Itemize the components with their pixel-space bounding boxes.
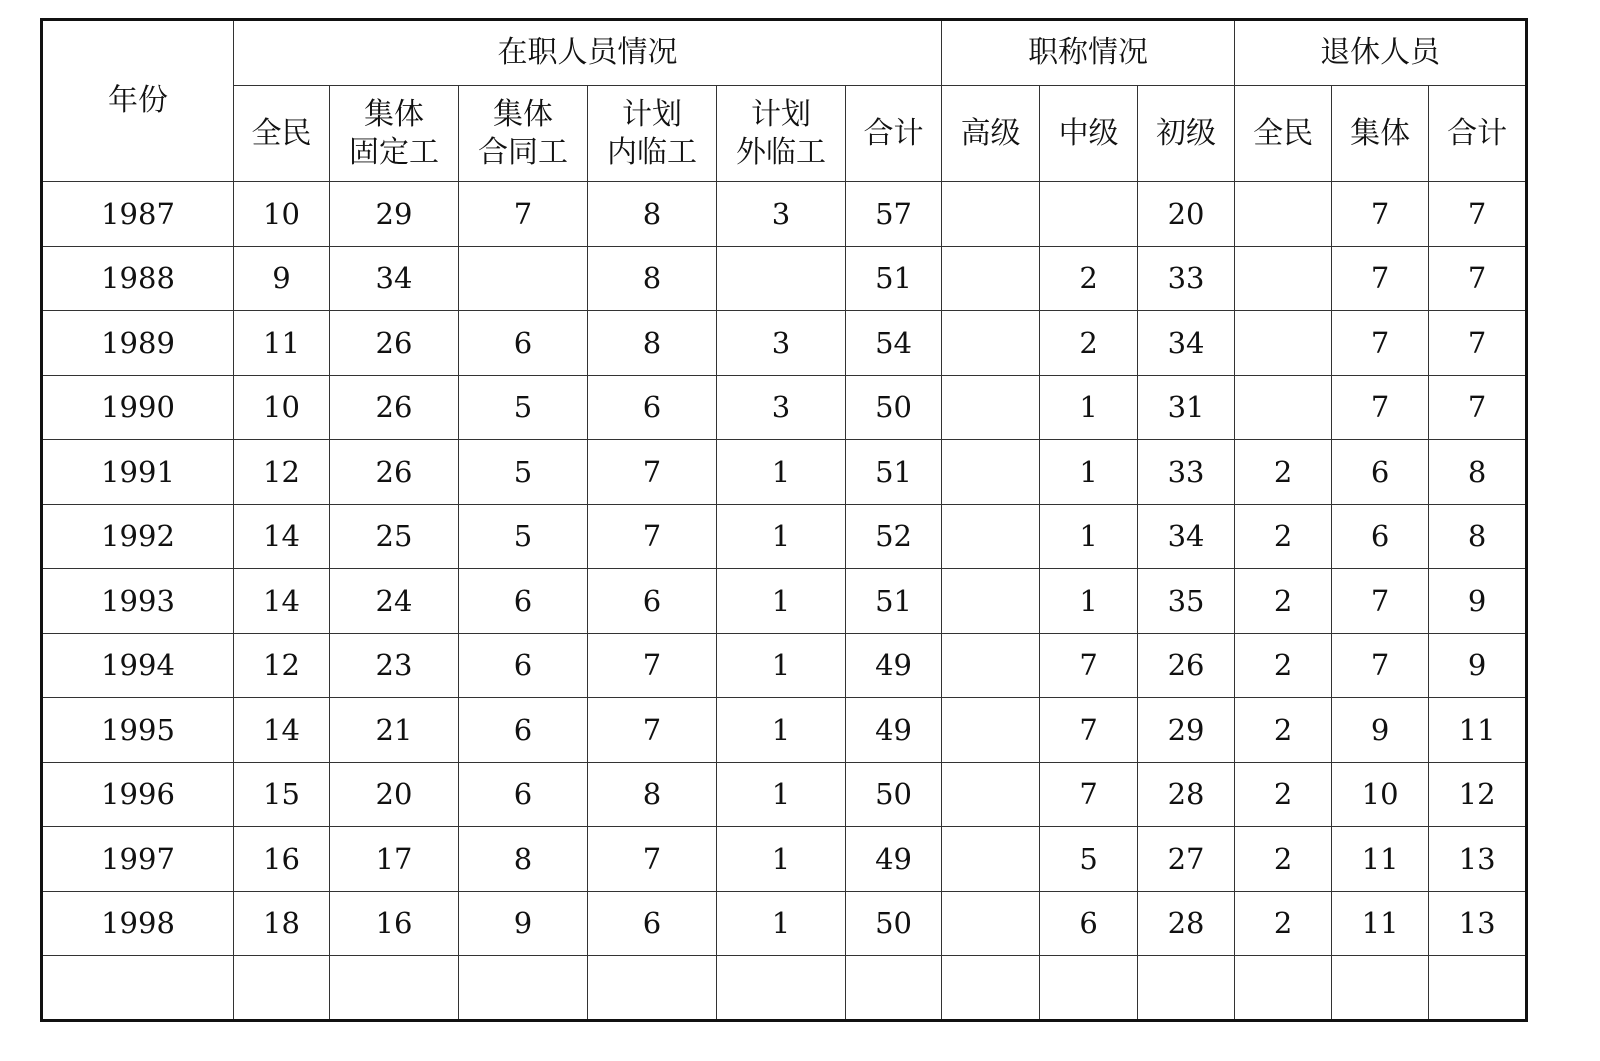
table-cell: 1 xyxy=(1040,440,1138,505)
column-header-line: 全民 xyxy=(251,115,312,151)
table-cell: 20 xyxy=(330,762,459,827)
table-cell: 2 xyxy=(1235,569,1332,634)
table-cell: 29 xyxy=(1138,698,1235,763)
table-cell: 27 xyxy=(1138,827,1235,892)
table-cell xyxy=(942,891,1040,956)
table-cell: 34 xyxy=(1138,311,1235,376)
table-cell: 2 xyxy=(1235,698,1332,763)
table-row xyxy=(42,762,1527,827)
table-cell: 33 xyxy=(1138,246,1235,311)
table-cell: 14 xyxy=(234,504,330,569)
year-cell: 1994 xyxy=(42,633,234,698)
table-cell: 15 xyxy=(234,762,330,827)
table-cell: 5 xyxy=(459,504,588,569)
table-cell: 8 xyxy=(588,246,717,311)
table-cell: 5 xyxy=(459,375,588,440)
table-cell: 1 xyxy=(1040,504,1138,569)
table-cell: 14 xyxy=(234,698,330,763)
table-cell: 3 xyxy=(717,182,846,247)
column-header xyxy=(1332,86,1429,182)
table-cell: 7 xyxy=(1429,311,1527,376)
table-cell: 6 xyxy=(1332,440,1429,505)
year-cell: 1993 xyxy=(42,569,234,634)
table-cell: 35 xyxy=(1138,569,1235,634)
column-header-line: 高级 xyxy=(960,115,1021,151)
table-cell: 7 xyxy=(588,504,717,569)
table-cell: 9 xyxy=(1332,698,1429,763)
table-cell xyxy=(717,956,846,1021)
table-cell: 1 xyxy=(1040,569,1138,634)
table-cell: 31 xyxy=(1138,375,1235,440)
table-cell: 1 xyxy=(1040,375,1138,440)
table-cell: 7 xyxy=(588,440,717,505)
table-cell: 7 xyxy=(1040,698,1138,763)
table-cell: 50 xyxy=(846,762,942,827)
table-cell xyxy=(459,246,588,311)
year-cell: 1996 xyxy=(42,762,234,827)
column-header-line: 合计 xyxy=(863,115,924,151)
column-header-line: 合同工 xyxy=(478,134,568,170)
table-cell: 7 xyxy=(1040,762,1138,827)
table-cell: 6 xyxy=(588,891,717,956)
year-cell: 1990 xyxy=(42,375,234,440)
column-header-row xyxy=(42,86,1527,182)
column-header-line: 计划 xyxy=(622,97,682,132)
table-cell: 6 xyxy=(459,698,588,763)
table-cell: 2 xyxy=(1235,827,1332,892)
column-header-line: 内临工 xyxy=(607,134,697,170)
table-cell xyxy=(1332,956,1429,1021)
table-cell: 7 xyxy=(1332,375,1429,440)
table-cell xyxy=(942,246,1040,311)
table-cell xyxy=(1235,956,1332,1021)
table-cell: 6 xyxy=(459,311,588,376)
table-cell: 1 xyxy=(717,569,846,634)
table-cell: 9 xyxy=(459,891,588,956)
table-cell xyxy=(942,311,1040,376)
table-cell: 26 xyxy=(330,375,459,440)
table-cell: 5 xyxy=(459,440,588,505)
table-cell: 11 xyxy=(1332,827,1429,892)
table-cell: 7 xyxy=(1429,375,1527,440)
table-cell: 57 xyxy=(846,182,942,247)
table-cell: 2 xyxy=(1235,891,1332,956)
table-cell xyxy=(1138,956,1235,1021)
table-cell: 2 xyxy=(1235,762,1332,827)
column-header-line: 固定工 xyxy=(349,134,439,170)
table-cell: 5 xyxy=(1040,827,1138,892)
staff-statistics-table xyxy=(40,18,1528,1022)
table-cell: 49 xyxy=(846,698,942,763)
table-cell: 28 xyxy=(1138,891,1235,956)
table-cell: 49 xyxy=(846,633,942,698)
table-cell: 2 xyxy=(1235,633,1332,698)
table-cell: 6 xyxy=(1332,504,1429,569)
table-cell: 12 xyxy=(1429,762,1527,827)
column-header-line: 集体 xyxy=(364,97,424,132)
column-header xyxy=(846,86,942,182)
table-cell: 8 xyxy=(588,182,717,247)
table-row xyxy=(42,891,1527,956)
table-cell: 8 xyxy=(1429,440,1527,505)
table-cell: 6 xyxy=(588,375,717,440)
table-cell: 16 xyxy=(330,891,459,956)
column-header xyxy=(942,86,1040,182)
table-cell: 6 xyxy=(459,762,588,827)
table-cell: 6 xyxy=(459,633,588,698)
table-cell: 2 xyxy=(1040,246,1138,311)
table-row xyxy=(42,311,1527,376)
table-cell xyxy=(846,956,942,1021)
table-cell: 26 xyxy=(1138,633,1235,698)
table-cell: 11 xyxy=(1429,698,1527,763)
year-cell: 1995 xyxy=(42,698,234,763)
column-header xyxy=(717,86,846,182)
column-header-line: 初级 xyxy=(1156,115,1217,151)
group-header: 退休人员 xyxy=(1235,20,1527,86)
table-cell xyxy=(942,182,1040,247)
table-cell xyxy=(942,762,1040,827)
year-cell: 1997 xyxy=(42,827,234,892)
table-cell: 24 xyxy=(330,569,459,634)
table-cell: 21 xyxy=(330,698,459,763)
table-cell: 26 xyxy=(330,311,459,376)
table-row xyxy=(42,440,1527,505)
table-cell: 10 xyxy=(234,182,330,247)
table-row xyxy=(42,633,1527,698)
table-cell: 54 xyxy=(846,311,942,376)
column-header xyxy=(588,86,717,182)
column-header-line: 中级 xyxy=(1058,115,1119,151)
table-cell: 33 xyxy=(1138,440,1235,505)
table-cell xyxy=(1429,956,1527,1021)
table-cell: 2 xyxy=(1235,440,1332,505)
table-cell xyxy=(942,569,1040,634)
table-row xyxy=(42,698,1527,763)
table-cell xyxy=(942,375,1040,440)
table-cell: 7 xyxy=(459,182,588,247)
table-cell xyxy=(942,440,1040,505)
table-cell: 8 xyxy=(1429,504,1527,569)
year-cell: 1987 xyxy=(42,182,234,247)
table-cell: 14 xyxy=(234,569,330,634)
column-header xyxy=(1040,86,1138,182)
column-header xyxy=(1235,86,1332,182)
table-cell xyxy=(1040,182,1138,247)
year-cell: 1998 xyxy=(42,891,234,956)
year-cell: 1989 xyxy=(42,311,234,376)
year-cell: 1988 xyxy=(42,246,234,311)
table-row xyxy=(42,827,1527,892)
column-header xyxy=(1429,86,1527,182)
table-cell: 28 xyxy=(1138,762,1235,827)
table-cell: 51 xyxy=(846,440,942,505)
table-cell: 7 xyxy=(588,827,717,892)
table-cell: 11 xyxy=(234,311,330,376)
table-cell xyxy=(459,956,588,1021)
table-cell: 9 xyxy=(1429,633,1527,698)
table-cell: 18 xyxy=(234,891,330,956)
table-cell xyxy=(234,956,330,1021)
table-cell: 25 xyxy=(330,504,459,569)
table-cell xyxy=(942,633,1040,698)
table-cell xyxy=(330,956,459,1021)
table-cell: 1 xyxy=(717,698,846,763)
table-cell: 7 xyxy=(1332,182,1429,247)
table-cell: 1 xyxy=(717,504,846,569)
table-cell: 1 xyxy=(717,891,846,956)
table-cell: 11 xyxy=(1332,891,1429,956)
table-header xyxy=(42,20,1527,182)
column-header xyxy=(234,86,330,182)
table-cell xyxy=(942,698,1040,763)
table-cell: 8 xyxy=(459,827,588,892)
table-cell: 3 xyxy=(717,375,846,440)
table-cell: 12 xyxy=(234,633,330,698)
table-cell: 7 xyxy=(1040,633,1138,698)
table-cell: 1 xyxy=(717,762,846,827)
table-cell: 13 xyxy=(1429,827,1527,892)
table-cell: 1 xyxy=(717,633,846,698)
year-cell: 1991 xyxy=(42,440,234,505)
table-cell: 17 xyxy=(330,827,459,892)
table-cell: 9 xyxy=(1429,569,1527,634)
table-row xyxy=(42,956,1527,1021)
table-cell xyxy=(1235,375,1332,440)
table-cell xyxy=(1040,956,1138,1021)
column-header-line: 计划 xyxy=(751,97,811,132)
table-cell: 49 xyxy=(846,827,942,892)
table-cell: 51 xyxy=(846,246,942,311)
column-header-line: 合计 xyxy=(1447,115,1508,151)
table-cell: 7 xyxy=(1429,246,1527,311)
table-cell: 8 xyxy=(588,762,717,827)
table-cell: 34 xyxy=(330,246,459,311)
year-cell xyxy=(42,956,234,1021)
column-header xyxy=(459,86,588,182)
column-header xyxy=(1138,86,1235,182)
table-cell xyxy=(942,827,1040,892)
table-cell: 13 xyxy=(1429,891,1527,956)
group-header-row xyxy=(42,20,1527,86)
table-cell: 7 xyxy=(1332,569,1429,634)
column-header-line: 外临工 xyxy=(736,134,826,170)
table-cell: 2 xyxy=(1235,504,1332,569)
table-cell xyxy=(717,246,846,311)
table-cell: 52 xyxy=(846,504,942,569)
column-header-line: 集体 xyxy=(1350,115,1411,151)
table-cell xyxy=(942,504,1040,569)
table-cell: 6 xyxy=(588,569,717,634)
column-header-line: 全民 xyxy=(1253,115,1314,151)
table-cell: 16 xyxy=(234,827,330,892)
group-header: 在职人员情况 xyxy=(234,20,942,86)
table-cell xyxy=(942,956,1040,1021)
table-cell: 7 xyxy=(1332,246,1429,311)
table-cell: 12 xyxy=(234,440,330,505)
table-cell: 7 xyxy=(588,633,717,698)
year-cell: 1992 xyxy=(42,504,234,569)
table-cell xyxy=(1235,311,1332,376)
column-header-line: 集体 xyxy=(493,97,553,132)
table-cell xyxy=(588,956,717,1021)
table-cell: 10 xyxy=(1332,762,1429,827)
table-cell: 50 xyxy=(846,375,942,440)
table-row xyxy=(42,375,1527,440)
table-cell: 1 xyxy=(717,440,846,505)
table-cell: 51 xyxy=(846,569,942,634)
table-row xyxy=(42,246,1527,311)
table-cell: 26 xyxy=(330,440,459,505)
table-row xyxy=(42,504,1527,569)
table-cell: 6 xyxy=(1040,891,1138,956)
table-cell xyxy=(1235,182,1332,247)
table-row xyxy=(42,569,1527,634)
table-body xyxy=(42,182,1527,1021)
table-cell xyxy=(1235,246,1332,311)
table-cell: 29 xyxy=(330,182,459,247)
table-row xyxy=(42,182,1527,247)
table-cell: 2 xyxy=(1040,311,1138,376)
table-cell: 34 xyxy=(1138,504,1235,569)
table-cell: 9 xyxy=(234,246,330,311)
table-cell: 7 xyxy=(1332,633,1429,698)
table-cell: 1 xyxy=(717,827,846,892)
table-cell: 50 xyxy=(846,891,942,956)
year-header: 年份 xyxy=(42,20,234,182)
table-cell: 10 xyxy=(234,375,330,440)
table-cell: 7 xyxy=(1332,311,1429,376)
table-cell: 8 xyxy=(588,311,717,376)
table-cell: 23 xyxy=(330,633,459,698)
table-cell: 6 xyxy=(459,569,588,634)
table-cell: 7 xyxy=(588,698,717,763)
group-header: 职称情况 xyxy=(942,20,1235,86)
table-cell: 3 xyxy=(717,311,846,376)
table-cell: 20 xyxy=(1138,182,1235,247)
table-cell: 7 xyxy=(1429,182,1527,247)
column-header xyxy=(330,86,459,182)
